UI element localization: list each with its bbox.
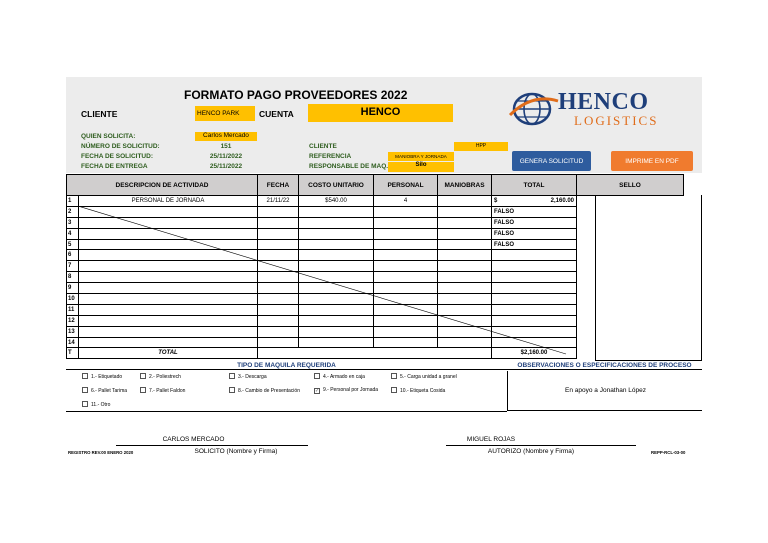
currency-symbol: $	[494, 197, 498, 204]
maquila-option-label: 10.- Etiqueta Cosida	[400, 388, 446, 394]
autorizo-label: AUTORIZO (Nombre y Firma)	[487, 448, 575, 455]
fecha-entrega-value: 25/11/2022	[209, 163, 243, 170]
henco-logo	[508, 89, 683, 129]
maquila-option[interactable]	[391, 387, 445, 394]
maquila-option-label: 2.- Poliestrech	[149, 374, 181, 380]
table-header-row	[67, 175, 684, 196]
header-personal: PERSONAL	[374, 175, 438, 196]
row-number: 6	[67, 250, 79, 261]
row-total[interactable]: FALSO	[492, 217, 577, 228]
referencia-value[interactable]: MANIOBRA Y JORNADA	[388, 152, 454, 161]
maquila-option[interactable]	[391, 373, 457, 380]
maquila-option[interactable]	[82, 373, 122, 380]
row-fecha[interactable]: 21/11/22	[258, 196, 299, 207]
row-number: 10	[67, 294, 79, 305]
row-total[interactable]	[492, 196, 577, 207]
checkbox-icon[interactable]	[391, 373, 397, 379]
checkbox-icon[interactable]	[314, 373, 320, 379]
autorizo-name: MIGUEL ROJAS	[466, 436, 516, 443]
maquila-option-label: 5.- Carga unidad a granel	[400, 374, 457, 380]
row-number: 4	[67, 228, 79, 239]
observaciones-box	[507, 371, 702, 411]
maquila-option[interactable]	[314, 373, 365, 380]
row-number: 3	[67, 217, 79, 228]
form-title: FORMATO PAGO PROVEEDORES 2022	[184, 88, 408, 102]
row-total[interactable]: FALSO	[492, 228, 577, 239]
header-costo: COSTO UNITARIO	[299, 175, 374, 196]
solicito-name: CARLOS MERCADO	[162, 436, 225, 443]
header-sello: SELLO	[577, 175, 684, 196]
maquila-option-label: 7.- Pallet Faldon	[149, 388, 186, 394]
fecha-entrega-label: FECHA DE ENTREGA	[81, 163, 148, 170]
row-description[interactable]: PERSONAL DE JORNADA	[79, 196, 258, 207]
checkbox-icon[interactable]	[82, 401, 88, 407]
sello-area	[595, 195, 702, 361]
maquila-option[interactable]	[229, 387, 300, 394]
responsable-label: RESPONSABLE DE MAQ.	[309, 163, 389, 170]
table-row	[67, 196, 684, 207]
solicito-line	[116, 445, 308, 446]
checkbox-icon[interactable]	[391, 387, 397, 393]
maquila-option[interactable]	[140, 373, 181, 380]
referencia-label: REFERENCIA	[309, 153, 352, 160]
cliente-value[interactable]: HENCO PARK	[195, 106, 255, 121]
autorizo-line	[446, 445, 636, 446]
row-personal[interactable]: 4	[374, 196, 438, 207]
row-number: 8	[67, 272, 79, 283]
cuenta-label: CUENTA	[259, 109, 294, 119]
checkbox-icon[interactable]	[140, 387, 146, 393]
maquila-option[interactable]	[140, 387, 185, 394]
quien-label: QUIEN SOLICITA:	[81, 133, 136, 140]
maquila-option[interactable]	[314, 387, 378, 394]
cliente-label: CLIENTE	[81, 109, 118, 119]
cliente2-label: CLIENTE	[309, 143, 337, 150]
maquila-option[interactable]	[229, 373, 267, 380]
row-maniobras[interactable]	[438, 196, 492, 207]
fecha-solicitud-value: 25/11/2022	[209, 153, 243, 160]
row-number: 5	[67, 239, 79, 250]
solicito-label: SOLICITO (Nombre y Firma)	[194, 448, 278, 455]
maquila-title: TIPO DE MAQUILA REQUERIDA	[66, 362, 507, 370]
empty-rows-diagonal-line	[78, 206, 568, 356]
header-maniobras: MANIOBRAS	[438, 175, 492, 196]
maquila-option-label: 1.- Etiquetado	[91, 374, 123, 380]
maquila-option-label: 6.- Pallet Tarima	[91, 388, 128, 394]
numero-label: NÚMERO DE SOLICITUD:	[81, 143, 160, 150]
row-total[interactable]: FALSO	[492, 206, 577, 217]
checkbox-icon[interactable]	[229, 387, 235, 393]
observaciones-text: En apoyo a Jonathan López	[565, 387, 646, 394]
cuenta-value[interactable]: HENCO	[308, 104, 453, 122]
row-number: 13	[67, 326, 79, 337]
row-number: 11	[67, 304, 79, 315]
header-fecha: FECHA	[258, 175, 299, 196]
row-number: 12	[67, 315, 79, 326]
form-header	[66, 77, 702, 173]
checkbox-icon[interactable]	[140, 373, 146, 379]
total-row-marker: T	[67, 348, 79, 359]
checkbox-icon[interactable]	[82, 373, 88, 379]
total-amount: 2,160.00	[550, 197, 574, 204]
logo-sub: LOGISTICS	[574, 113, 659, 128]
cliente2-value[interactable]: HPP	[454, 142, 508, 151]
globe-icon	[508, 89, 562, 129]
row-total[interactable]: FALSO	[492, 239, 577, 250]
maquila-option-label: 11.- Otro	[91, 402, 111, 408]
checkbox-icon[interactable]	[82, 387, 88, 393]
maquila-option[interactable]	[82, 387, 127, 394]
observaciones-title: OBSERVACIONES O ESPECIFICACIONES DE PROCESO	[507, 362, 702, 370]
quien-value[interactable]: Carlos Mercado	[195, 132, 257, 141]
registro-text: REGISTRO REV.00 ENERO 2020	[68, 450, 134, 455]
fecha-solicitud-label: FECHA DE SOLICITUD:	[81, 153, 153, 160]
row-number: 9	[67, 283, 79, 294]
maquila-option-label: 9.- Personal por Jornada	[323, 387, 379, 393]
genera-solicitud-button[interactable]: GENERA SOLICITUD	[512, 151, 591, 171]
responsable-value[interactable]: Silo	[388, 162, 454, 172]
grand-total: $2,160.00	[492, 348, 577, 359]
total-label: TOTAL	[79, 348, 258, 359]
maquila-option-label: 3.- Descarga	[238, 374, 267, 380]
maquila-option[interactable]	[82, 401, 110, 408]
header-descripcion: DESCRIPCION DE ACTIVIDAD	[67, 175, 258, 196]
row-number: 14	[67, 337, 79, 348]
form-code: REPP-RCL-03-00	[651, 450, 686, 455]
numero-value: 151	[220, 143, 232, 150]
row-number: 1	[67, 196, 79, 207]
row-costo[interactable]: $540.00	[299, 196, 374, 207]
row-number: 7	[67, 261, 79, 272]
header-total: TOTAL	[492, 175, 577, 196]
maquila-option-label: 8.- Cambio de Presentación	[238, 388, 300, 394]
logo-name: HENCO	[558, 89, 649, 115]
checkbox-icon[interactable]	[229, 373, 235, 379]
payment-form-sheet	[66, 77, 702, 460]
divider	[66, 411, 507, 412]
maquila-option-label: 4.- Armado en caja	[323, 374, 365, 380]
imprime-pdf-button[interactable]: IMPRIME EN PDF	[611, 151, 693, 171]
row-number: 2	[67, 206, 79, 217]
checked-checkbox-icon[interactable]: ✓	[315, 388, 320, 394]
